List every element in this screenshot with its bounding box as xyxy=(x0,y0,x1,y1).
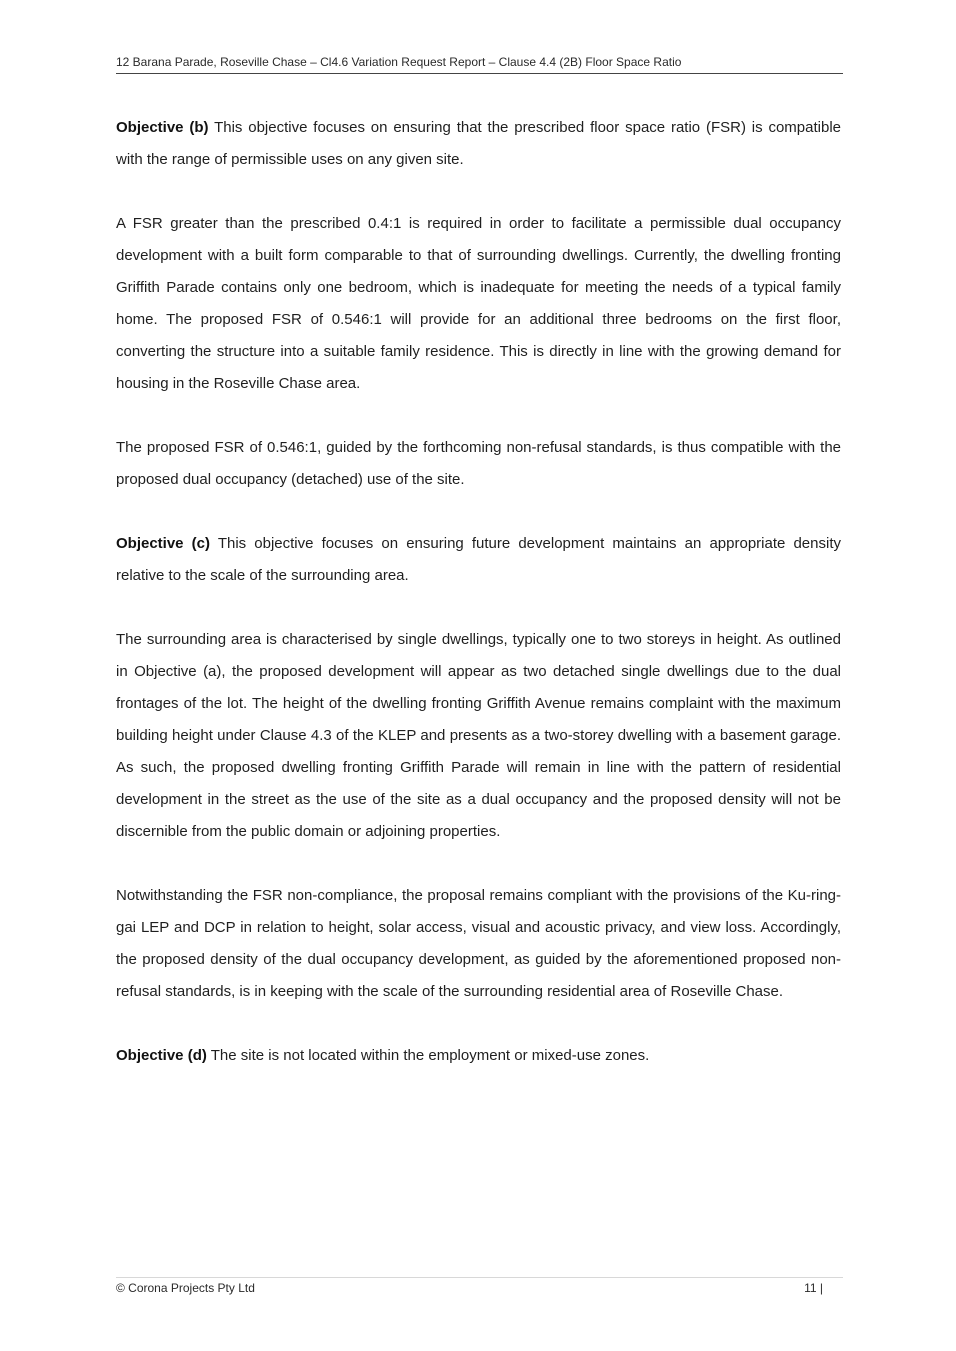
objective-d-label: Objective (d) xyxy=(116,1047,207,1064)
surrounding-area-paragraph: The surrounding area is characterised by single dwellings, typically one to two storeys in height. As outlined in Objective (a), the proposed development will appear as two detached single dwellings due to the dual frontages of the lot. The height of the dwelling fronting Griffith Avenue remains complaint with the maximum building height under Clause 4.3 of the KLEP and presents as a two-storey dwelling with a basement garage. As such, the proposed dwelling fronting Griffith Parade will remain in line with the pattern of residential development in the street as the use of the site as a dual occupancy and the proposed density will not be discernible from the public domain or adjoining properties. xyxy=(116,631,841,840)
footer-copyright: © Corona Projects Pty Ltd xyxy=(116,1281,255,1295)
page-footer xyxy=(116,1277,843,1295)
header-title: 12 Barana Parade, Roseville Chase – Cl4.6 Variation Request Report – Clause 4.4 (2B) Floor Space Ratio xyxy=(116,55,682,69)
objective-d-text: The site is not located within the employment or mixed-use zones. xyxy=(206,1047,650,1064)
page-header xyxy=(116,54,843,74)
page-number: 11 | xyxy=(804,1281,823,1295)
page-body xyxy=(116,112,841,1104)
objective-c-paragraph xyxy=(116,528,841,592)
non-compliance-paragraph: Notwithstanding the FSR non-compliance, the proposal remains compliant with the provisions of the Ku-ring-gai LEP and DCP in relation to height, solar access, visual and acoustic privacy, and view loss. Accordingly, the proposed density of the dual occupancy development, as guided by the aforementioned proposed non-refusal standards, is in keeping with the scale of the surrounding residential area of Roseville Chase. xyxy=(116,887,841,1000)
objective-c-text: This objective focuses on ensuring future development maintains an appropriate density relative to the scale of the surrounding area. xyxy=(116,535,841,584)
objective-b-paragraph xyxy=(116,112,841,176)
fsr-justification-paragraph: A FSR greater than the prescribed 0.4:1 is required in order to facilitate a permissible dual occupancy development with a built form comparable to that of surrounding dwellings. Currently, the dwelling fronting Griffith Parade contains only one bedroom, which is inadequate for meeting the needs of a typical family home. The proposed FSR of 0.546:1 will provide for an additional three bedrooms on the first floor, converting the structure into a suitable family residence. This is directly in line with the growing demand for housing in the Roseville Chase area. xyxy=(116,215,841,392)
objective-c-label: Objective (c) xyxy=(116,535,210,552)
objective-b-text: This objective focuses on ensuring that the prescribed floor space ratio (FSR) is compatible with the range of permissible uses on any given site. xyxy=(116,119,841,168)
objective-b-label: Objective (b) xyxy=(116,119,209,136)
fsr-compatibility-paragraph: The proposed FSR of 0.546:1, guided by the forthcoming non-refusal standards, is thus compatible with the proposed dual occupancy (detached) use of the site. xyxy=(116,439,841,488)
objective-d-paragraph xyxy=(116,1040,841,1072)
